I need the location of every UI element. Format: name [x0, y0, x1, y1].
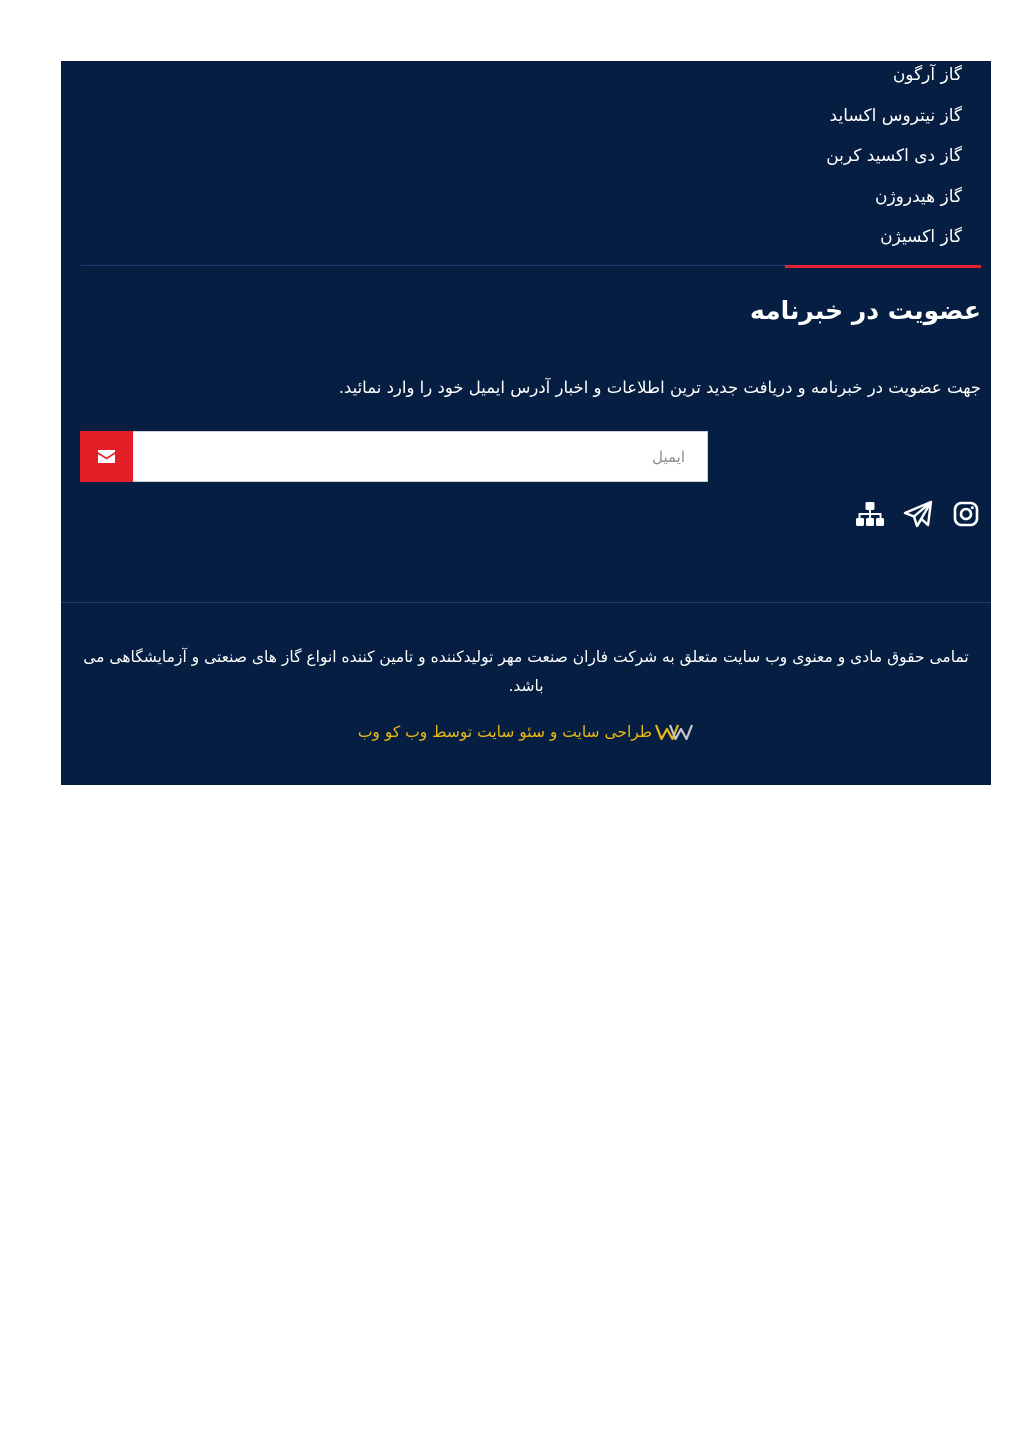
list-item [462, 61, 962, 102]
newsletter-submit-button[interactable] [80, 431, 133, 482]
link-nitrous-oxide-gas[interactable]: گاز نیتروس اکساید [829, 105, 962, 126]
telegram-link[interactable] [903, 499, 933, 529]
newsletter-title: عضویت در خبرنامه [749, 296, 981, 325]
webkoweb-logo-icon [654, 722, 694, 742]
link-oxygen-gas[interactable]: گاز اکسیژن [880, 227, 962, 247]
sitemap-icon [855, 501, 885, 527]
link-carbon-dioxide-gas[interactable]: گاز دی اکسید کربن [826, 146, 962, 166]
instagram-link[interactable] [951, 499, 981, 529]
copyright-text: تمامی حقوق مادی و معنوی وب سایت متعلق به شرکت فاران صنعت مهر تولیدکننده و تامین کننده انواع گاز های صنعتی و آزمایشگاهی می باشد. [83, 648, 969, 695]
sitemap-link[interactable] [855, 499, 885, 529]
list-item [462, 223, 962, 264]
footer-divider [61, 602, 991, 603]
instagram-icon [953, 501, 979, 527]
newsletter-description: جهت عضویت در خبرنامه و دریافت جدید ترین اطلاعات و اخبار آدرس ایمیل خود را وارد نمائید. [338, 378, 981, 397]
site-footer [61, 61, 991, 785]
newsletter-form [80, 431, 708, 482]
telegram-icon [903, 500, 933, 528]
social-links [855, 499, 981, 529]
product-links-list [462, 61, 962, 264]
list-item [462, 142, 962, 183]
designer-credit [61, 718, 991, 751]
link-hydrogen-gas[interactable]: گاز هیدروژن [874, 186, 962, 207]
envelope-icon [98, 450, 115, 463]
newsletter-email-input[interactable] [133, 431, 708, 482]
section-divider-accent [785, 265, 981, 268]
designer-credit-link[interactable] [358, 718, 694, 746]
credit-text: طراحی سایت و سئو سایت توسط وب کو وب [357, 723, 653, 741]
list-item [462, 183, 962, 224]
list-item [462, 102, 962, 143]
link-argon-gas[interactable]: گاز آرگون [892, 65, 962, 85]
